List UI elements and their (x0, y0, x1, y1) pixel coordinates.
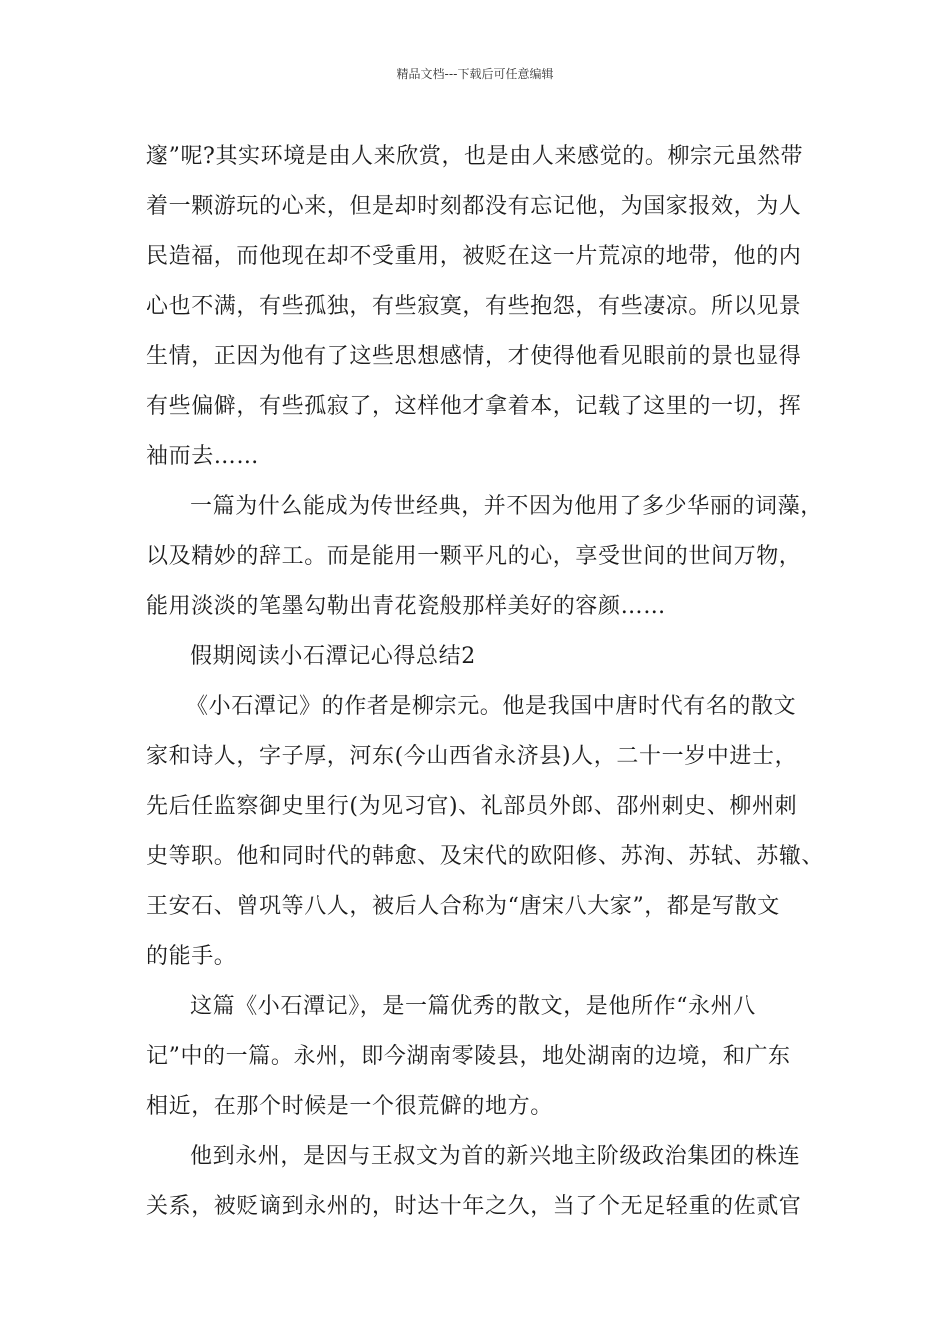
text-line: 王安石、曾巩等八人，被后人合称为“唐宋八大家”，都是写散文 (146, 894, 780, 919)
text-line: 相近，在那个时候是一个很荒僻的地方。 (146, 1094, 553, 1119)
paragraph (146, 482, 822, 632)
text-line: 家和诗人，字子厚，河东(今山西省永济县)人，二十一岁中进士， (146, 744, 798, 769)
text-line: 心也不满，有些孤独，有些寂寞，有些抱怨，有些凄凉。所以见景 (146, 294, 802, 319)
text-line: 史等职。他和同时代的韩愈、及宋代的欧阳修、苏洵、苏轼、苏辙、 (146, 844, 825, 869)
text-line: 的能手。 (146, 944, 237, 969)
page-header: 精品文档---下载后可任意编辑 (396, 67, 554, 81)
text-line: 关系，被贬谪到永州的，时达十年之久，当了个无足轻重的佐贰官 (146, 1194, 802, 1219)
text-line: 有些偏僻，有些孤寂了，这样他才拿着本，记载了这里的一切，挥 (146, 394, 802, 419)
text-line: 民造福，而他现在却不受重用，被贬在这一片荒凉的地带，他的内 (146, 244, 802, 269)
text-line: 能用淡淡的笔墨勾勒出青花瓷般那样美好的容颜…… (146, 594, 666, 619)
text-line: 他到永州，是因与王叔文为首的新兴地主阶级政治集团的株连 (190, 1144, 801, 1169)
paragraph (146, 1132, 822, 1232)
paragraph (146, 982, 822, 1132)
text-line: 《小石潭记》的作者是柳宗元。他是我国中唐时代有名的散文 (186, 694, 797, 719)
text-line: 以及精妙的辞工。而是能用一颗平凡的心，享受世间的世间万物， (146, 544, 802, 569)
text-line: 袖而去…… (146, 444, 260, 469)
text-line: 这篇《小石潭记》，是一篇优秀的散文，是他所作“永州八 (190, 994, 756, 1019)
text-line: 着一颗游玩的心来，但是却时刻都没有忘记他，为国家报效，为人 (146, 194, 802, 219)
heading-line: 假期阅读小石潭记心得总结2 (190, 644, 476, 669)
text-line: 一篇为什么能成为传世经典，并不因为他用了多少华丽的词藻， (190, 494, 823, 519)
text-line: 先后任监察御史里行(为见习官)、礼部员外郎、邵州刺史、柳州刺 (146, 794, 798, 819)
paragraph (146, 682, 825, 982)
section-heading (146, 632, 822, 682)
paragraph (146, 132, 822, 482)
text-line: 邃”呢?其实环境是由人来欣赏，也是由人来感觉的。柳宗元虽然带 (146, 144, 804, 169)
document-body (146, 132, 825, 1232)
text-line: 生情，正因为他有了这些思想感情，才使得他看见眼前的景也显得 (146, 344, 802, 369)
text-line: 记”中的一篇。永州，即今湖南零陵县，地处湖南的边境，和广东 (146, 1044, 791, 1069)
